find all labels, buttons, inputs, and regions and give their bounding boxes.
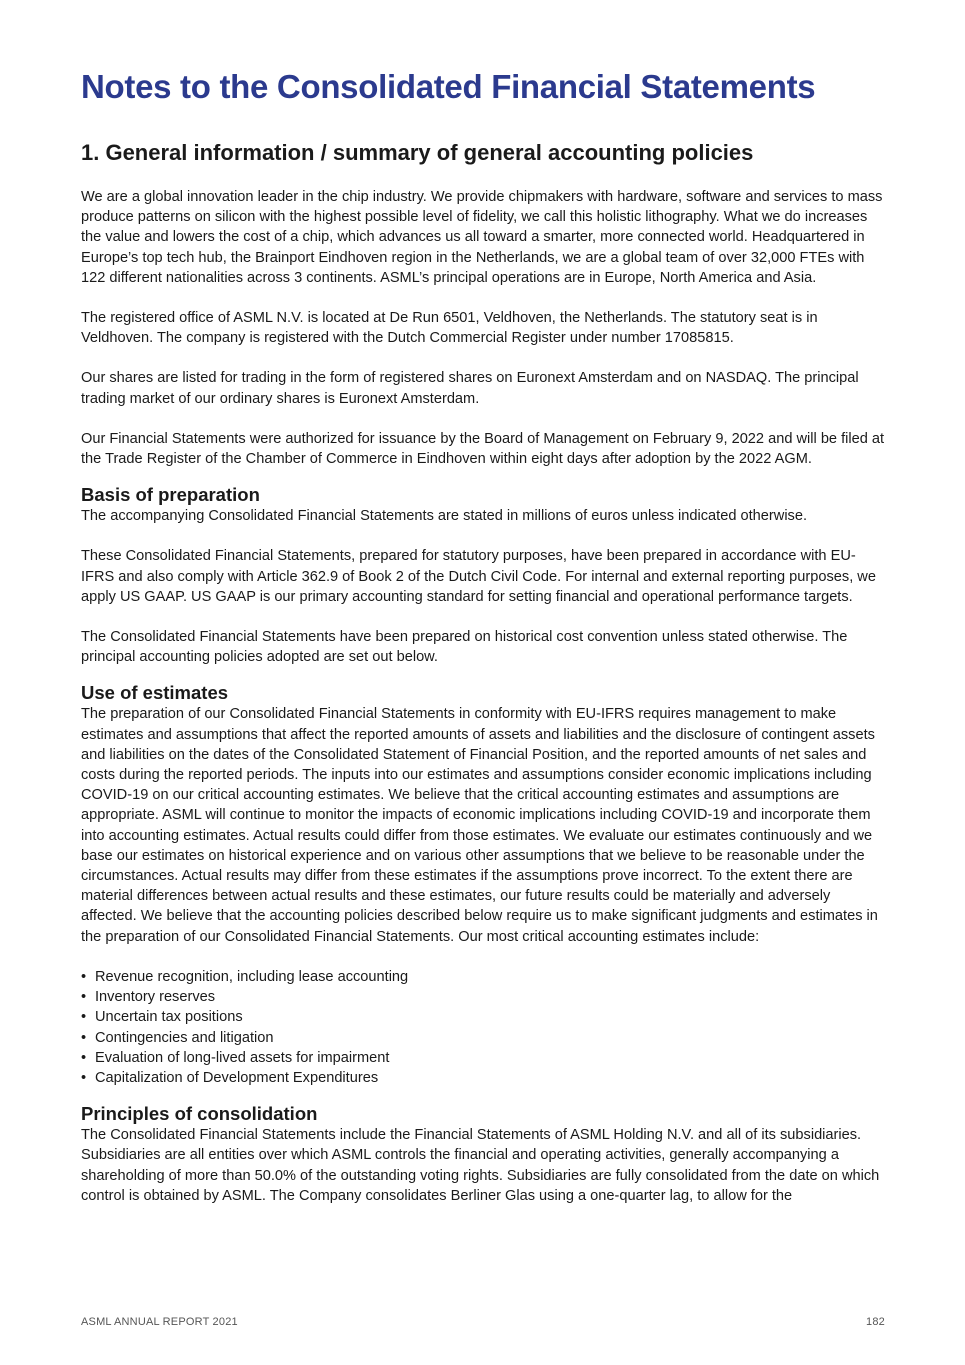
critical-estimates-list — [81, 967, 887, 1088]
intro-paragraph: The registered office of ASML N.V. is located at De Run 6501, Veldhoven, the Netherlands. The statutory seat is in Veldhoven. The company is registered with the Dutch Commercial Register under number 17085815. — [81, 310, 818, 347]
list-item: • Inventory reserves — [81, 987, 887, 1007]
list-item: • Revenue recognition, including lease accounting — [81, 967, 887, 987]
page-title: Notes to the Consolidated Financial Statements — [81, 68, 816, 105]
section-heading: 1. General information / summary of general accounting policies — [81, 140, 754, 165]
basis-paragraph: These Consolidated Financial Statements, prepared for statutory purposes, have been prepared in accordance with EU-IFRS and also comply with Article 362.9 of Book 2 of the Dutch Civil Code. For internal and external reporting purposes, we apply US GAAP. US GAAP is our primary accounting standard for setting financial and operational performance targets. — [81, 548, 876, 605]
estimates-heading: Use of estimates — [81, 682, 229, 704]
content — [81, 187, 887, 1226]
consolidation-heading: Principles of consolidation — [81, 1103, 318, 1125]
list-item: • Capitalization of Development Expenditures — [81, 1068, 887, 1088]
basis-paragraph: The Consolidated Financial Statements have been prepared on historical cost convention unless stated otherwise. The principal accounting policies adopted are set out below. — [81, 629, 848, 666]
consolidation-paragraph: The Consolidated Financial Statements include the Financial Statements of ASML Holding N.V. and all of its subsidiaries. Subsidiaries are all entities over which ASML controls the financial and operating activities, generally accompanying a shareholding of more than 50.0% of the outstanding voting rights. Subsidiaries are fully consolidated from the date on which control is obtained by ASML. The Company consolidates Berliner Glas using a one-quarter lag, to allow for the — [81, 1127, 880, 1204]
intro-paragraph: Our shares are listed for trading in the form of registered shares on Euronext Amsterdam and on NASDAQ. The principal trading market of our ordinary shares is Euronext Amsterdam. — [81, 370, 859, 407]
estimates-paragraph: The preparation of our Consolidated Financial Statements in conformity with EU-IFRS requires management to make estimates and assumptions that affect the reported amounts of assets and liabilities and the disclosure of contingent assets and liabilities on the dates of the Consolidated Statement of Financial Position, and the reported amounts of net sales and costs during the reported periods. The inputs into our estimates and assumptions consider economic implications including COVID-19 on our critical accounting estimates. We believe that the critical accounting estimates and assumptions are appropriate. ASML will continue to monitor the impacts of economic implications including COVID-19 and incorporate them into accounting estimates. Actual results could differ from those estimates. We evaluate our estimates continuously and we base our estimates on historical experience and on various other assumptions that we believe to be reasonable under the circumstances. Actual results may differ from these estimates if the assumptions prove incorrect. To the extent there are material differences between actual results and these estimates, our future results could be materially and adversely affected. We believe that the accounting policies described below require us to make significant judgments and estimates in the preparation of our Consolidated Financial Statements. Our most critical accounting estimates include: — [81, 706, 878, 945]
list-item: • Uncertain tax positions — [81, 1007, 887, 1027]
footer-report-name: ASML ANNUAL REPORT 2021 — [81, 1316, 238, 1328]
basis-heading: Basis of preparation — [81, 484, 260, 506]
list-item: • Contingencies and litigation — [81, 1028, 887, 1048]
basis-paragraph: The accompanying Consolidated Financial Statements are stated in millions of euros unless indicated otherwise. — [81, 508, 808, 525]
intro-paragraph: Our Financial Statements were authorized for issuance by the Board of Management on February 9, 2022 and will be filed at the Trade Register of the Chamber of Commerce in Eindhoven within eight days after adoption by the 2022 AGM. — [81, 430, 885, 468]
footer-page-number: 182 — [866, 1316, 885, 1328]
intro-paragraph: We are a global innovation leader in the chip industry. We provide chipmakers with hardware, software and services to mass produce patterns on silicon with the highest possible level of fidelity, we call this holistic lithography. What we do increases the value and lowers the cost of a chip, which advances us all toward a smarter, more connected world. Headquartered in Europe’s top tech hub, the Brainport Eindhoven region in the Netherlands, we are a global team of over 32,000 FTEs with 122 different nationalities across 3 continents. ASML’s principal operations are in Europe, North America and Asia. — [81, 189, 883, 286]
list-item: • Evaluation of long-lived assets for impairment — [81, 1048, 887, 1068]
